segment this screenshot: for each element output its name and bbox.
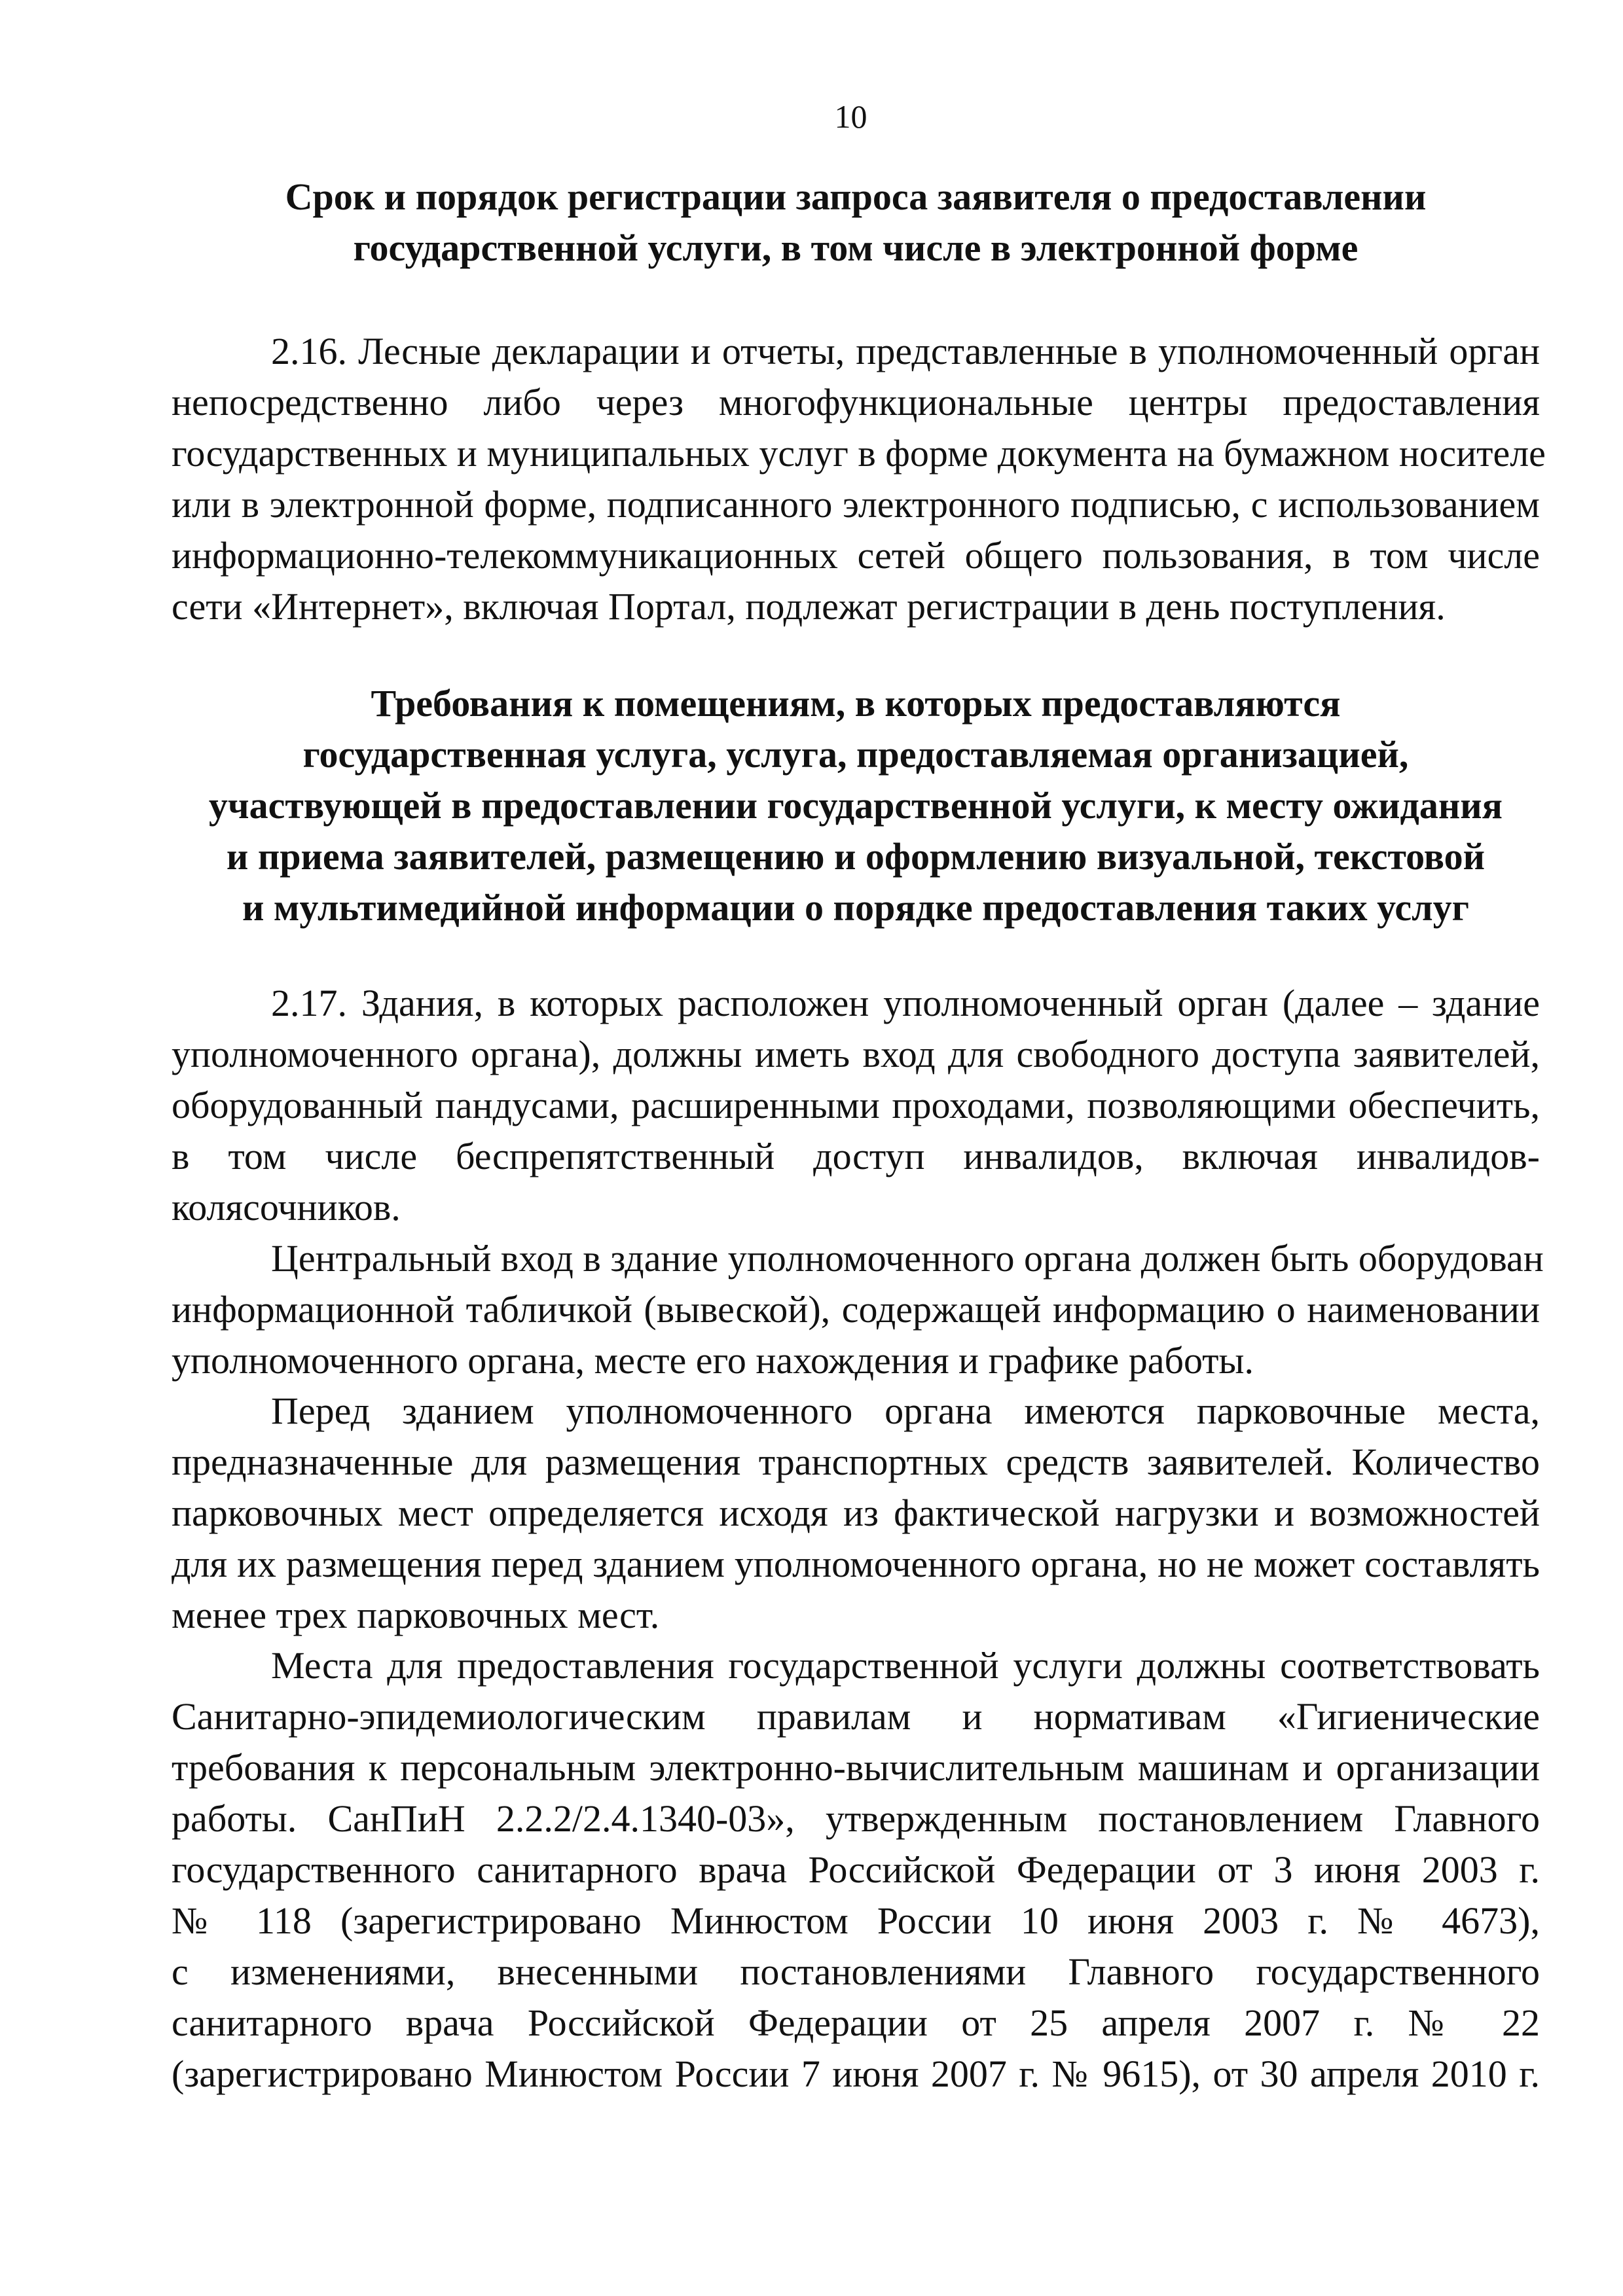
paragraph-line: требования к персональным электронно-вычислительным машинам и организации: [172, 1746, 1540, 1789]
paragraph-line: № 118 (зарегистрировано Минюстом России 10 июня 2003 г. № 4673),: [172, 1899, 1540, 1942]
heading-line: Требования к помещениям, в которых предоставляются: [371, 682, 1341, 725]
paragraph-line: 2.16. Лесные декларации и отчеты, представленные в уполномоченный орган: [271, 330, 1540, 372]
paragraph-line: государственных и муниципальных услуг в форме документа на бумажном носителе: [172, 432, 1546, 475]
heading-line: Срок и порядок регистрации запроса заявителя о предоставлении: [285, 175, 1427, 218]
heading-line: и приема заявителей, размещению и оформлению визуальной, текстовой: [226, 835, 1486, 878]
paragraph-line: Санитарно-эпидемиологическим правилам и нормативам «Гигиенические: [172, 1695, 1540, 1738]
paragraph-2-17: [172, 978, 1540, 1233]
heading-line: государственной услуги, в том числе в электронной форме: [353, 226, 1359, 269]
paragraph-line: парковочных мест определяется исходя из фактической нагрузки и возможностей: [172, 1492, 1540, 1534]
paragraph-line: для их размещения перед зданием уполномоченного органа, но не может составлять: [172, 1543, 1540, 1585]
paragraph-parking: [172, 1386, 1540, 1641]
paragraph-line: с изменениями, внесенными постановлениями Главного государственного: [172, 1950, 1540, 1993]
heading-line: государственная услуга, услуга, предоставляемая организацией,: [302, 733, 1409, 776]
section-heading-registration: [172, 171, 1540, 274]
paragraph-line: государственного санитарного врача Российской Федерации от 3 июня 2003 г.: [172, 1848, 1540, 1891]
paragraph-line: информационно-телекоммуникационных сетей общего пользования, в том числе: [172, 534, 1540, 577]
paragraph-line: Перед зданием уполномоченного органа имеются парковочные места,: [271, 1390, 1540, 1432]
paragraph-line: информационной табличкой (вывеской), содержащей информацию о наименовании: [172, 1288, 1540, 1331]
paragraph-line: Места для предоставления государственной услуги должны соответствовать: [271, 1644, 1540, 1687]
paragraph-line: в том числе беспрепятственный доступ инвалидов, включая инвалидов-: [172, 1135, 1540, 1177]
paragraph-line: менее трех парковочных мест.: [172, 1594, 660, 1636]
paragraph-line: (зарегистрировано Минюстом России 7 июня 2007 г. № 9615), от 30 апреля 2010 г.: [172, 2053, 1540, 2095]
paragraph-line: сети «Интернет», включая Портал, подлежат регистрации в день поступления.: [172, 585, 1446, 628]
heading-line: и мультимедийной информации о порядке предоставления таких услуг: [242, 886, 1470, 929]
page-number: 10: [834, 98, 867, 135]
paragraph-line: Центральный вход в здание уполномоченного органа должен быть оборудован: [271, 1237, 1544, 1280]
paragraph-places: [172, 1640, 1540, 2100]
paragraph-line: непосредственно либо через многофункциональные центры предоставления: [172, 381, 1540, 423]
paragraph-line: предназначенные для размещения транспортных средств заявителей. Количество: [172, 1441, 1540, 1483]
paragraph-entrance: [172, 1233, 1544, 1386]
paragraph-line: уполномоченного органа), должны иметь вход для свободного доступа заявителей,: [172, 1033, 1540, 1075]
paragraph-2-16: [172, 326, 1546, 632]
paragraph-line: 2.17. Здания, в которых расположен уполномоченный орган (далее – здание: [271, 982, 1540, 1024]
paragraph-line: колясочников.: [172, 1186, 401, 1229]
paragraph-line: уполномоченного органа, месте его нахождения и графике работы.: [172, 1339, 1254, 1382]
section-heading-premises: [172, 678, 1540, 933]
paragraph-line: санитарного врача Российской Федерации от 25 апреля 2007 г. № 22: [172, 2001, 1540, 2044]
paragraph-line: или в электронной форме, подписанного электронного подписью, с использованием: [172, 483, 1540, 526]
paragraph-line: оборудованный пандусами, расширенными проходами, позволяющими обеспечить,: [172, 1084, 1540, 1126]
heading-line: участвующей в предоставлении государственной услуги, к месту ожидания: [208, 784, 1503, 827]
paragraph-line: работы. СанПиН 2.2.2/2.4.1340-03», утвержденным постановлением Главного: [172, 1797, 1540, 1840]
